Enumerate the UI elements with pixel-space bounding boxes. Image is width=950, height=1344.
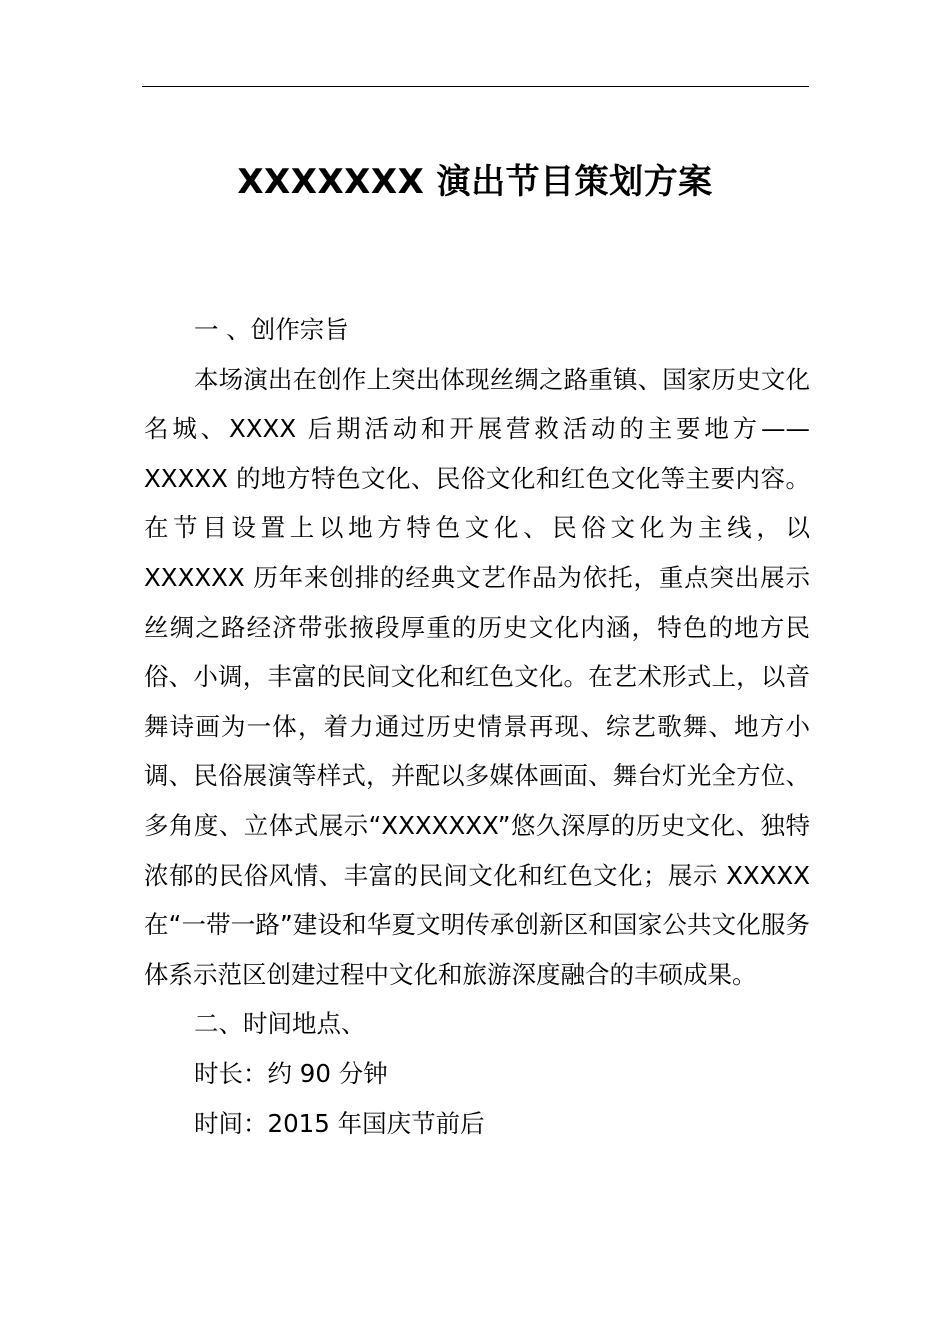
- duration-line: 时长：约 90 分钟: [194, 1058, 388, 1088]
- header-rule: [142, 86, 809, 87]
- section-2-heading: 二、时间地点、: [194, 1009, 366, 1039]
- document-body: [144, 305, 810, 1148]
- time-line: 时间：2015 年国庆节前后: [194, 1108, 485, 1138]
- section-1-paragraph: 本场演出在创作上突出体现丝绸之路重镇、国家历史文化名城、XXXX 后期活动和开展营救活动的主要地方——XXXXX 的地方特色文化、民俗文化和红色文化等主要内容。在节目设置上以地方特色文化、民俗文化为主线，以 XXXXXX 历年来创排的经典文艺作品为依托，重点突出展示丝绸之路经济带张掖段厚重的历史文化内涵，特色的地方民俗、小调，丰富的民间文化和红色文化。在艺术形式上，以音舞诗画为一体，着力通过历史情景再现、综艺歌舞、地方小调、民俗展演等样式，并配以多媒体画面、舞台灯光全方位、多角度、立体式展示“XXXXXXX”悠久深厚的历史文化、独特浓郁的民俗风情、丰富的民间文化和红色文化；展示 XXXXX 在“一带一路”建设和华夏文明传承创新区和国家公共文化服务体系示范区创建过程中文化和旅游深度融合的丰硕成果。: [144, 364, 810, 989]
- section-1-heading: 一 、创作宗旨: [194, 315, 349, 344]
- document-title: XXXXXXX 演出节目策划方案: [237, 162, 713, 202]
